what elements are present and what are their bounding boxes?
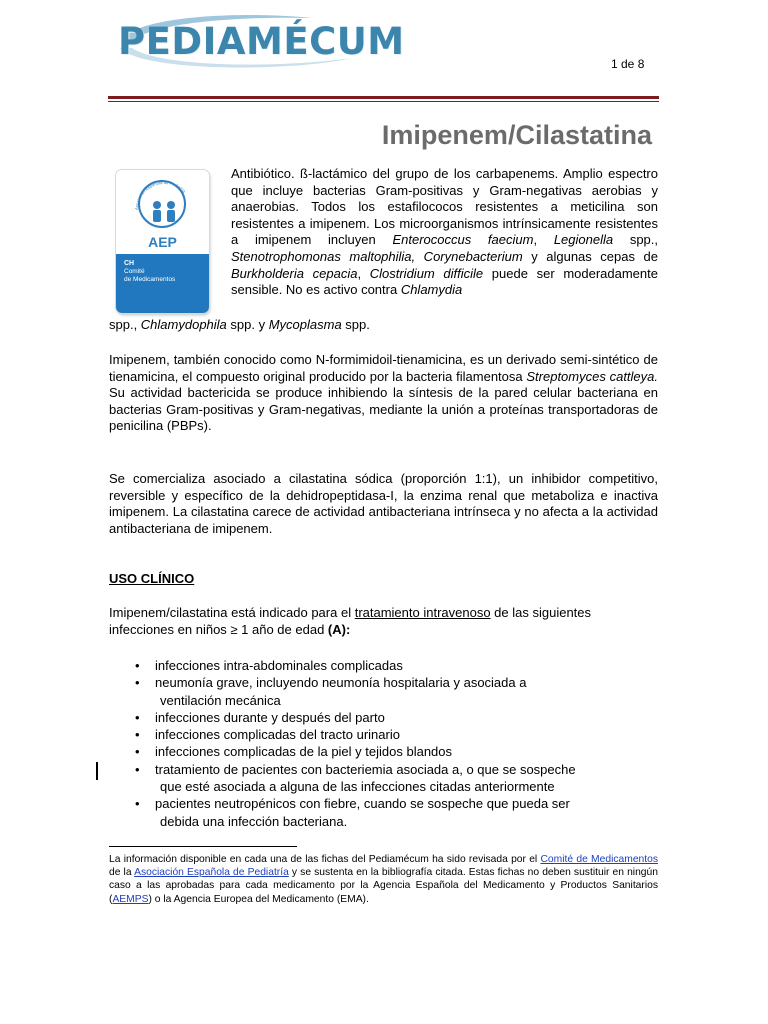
list-item: • infecciones complicadas de la piel y tejidos blandos bbox=[135, 744, 453, 760]
drug-title: Imipenem/Cilastatina bbox=[381, 120, 652, 150]
badge-top bbox=[116, 170, 209, 254]
text-cursor bbox=[96, 762, 98, 780]
badge-acronym: AEP bbox=[148, 234, 177, 250]
link-comite-medicamentos[interactable]: Comité de Medicamentos bbox=[540, 854, 659, 865]
indications-list bbox=[133, 657, 663, 830]
header-rule bbox=[108, 96, 659, 99]
indication-intro: Imipenem/cilastatina está indicado para el tratamiento intravenoso de las siguientes infecciones en niños ≥ 1 año de edad (A): bbox=[109, 605, 592, 637]
link-asociacion-espanola-pediatria[interactable]: Asociación Española de Pediatría bbox=[134, 867, 289, 879]
aep-badge bbox=[116, 170, 209, 313]
pediamecum-logo bbox=[112, 10, 405, 74]
list-item: • neumonía grave, incluyendo neumonía hospitalaria y asociada a ventilación mecánica bbox=[135, 675, 527, 708]
mechanism-paragraph: Imipenem, también conocido como N-formimidoil-tienamicina, es un derivado semi-sintético de tienamicina, el compuesto original producido por la bacteria filamentosa Streptomyces cattleya. Su actividad bactericida se produce inhibiendo la síntesis de la pared celular bacteriana en bacterias Gram-positivas y Gram-negativas, mediante la unión a proteínas transportadoras de penicilina (PBPs). bbox=[109, 352, 658, 434]
badge-committee-line2: de Medicamentos bbox=[124, 276, 176, 283]
badge-committee-line1: Comité bbox=[124, 268, 145, 275]
section-heading-clinical-use: USO CLÍNICO bbox=[109, 571, 195, 586]
footnote-rule bbox=[109, 846, 297, 847]
intro-paragraph-continued: spp., Chlamydophila spp. y Mycoplasma spp. bbox=[109, 317, 370, 332]
header-rule-thin bbox=[108, 101, 659, 102]
logo-text: PEDIAMÉCUM bbox=[118, 20, 405, 63]
page-number: 1 de 8 bbox=[611, 57, 645, 71]
list-item: • pacientes neutropénicos con fiebre, cuando se sospeche que pueda ser debida una infección bacteriana. bbox=[135, 796, 570, 829]
badge-org-arc-text bbox=[124, 174, 204, 238]
list-item: • infecciones complicadas del tracto urinario bbox=[135, 727, 400, 743]
list-item: • infecciones intra-abdominales complicadas bbox=[135, 658, 403, 673]
link-aemps[interactable]: AEMPS bbox=[112, 893, 149, 905]
badge-committee-panel bbox=[116, 254, 209, 313]
cilastatin-paragraph: Se comercializa asociado a cilastatina sódica (proporción 1:1), un inhibidor competitivo, reversible y específico de la dehidropeptidasa-I, la enzima renal que metaboliza e inactiva imipenem. La cilastatina carece de actividad antibacteriana intrínseca y no afecta a la actividad antibacteriana de imipenem. bbox=[109, 471, 658, 536]
footnote: La información disponible en cada una de las fichas del Pediamécum ha sido revisada por el Comité de Medicamentos de la Asociación Española de Pediatría y se sustenta en la bibliografía citada. Estas fichas no deben sustituir en ningún caso a las aprobadas para cada medicamento por la Agencia Española del Medicamento y Productos Sanitarios (AEMPS) o la Agencia Europea del Medicamento (EMA). bbox=[109, 854, 659, 905]
badge-org-name: Asociación Española de Pediatría bbox=[133, 179, 187, 211]
list-item: • infecciones durante y después del parto bbox=[135, 709, 385, 725]
list-item: • tratamiento de pacientes con bacteriemia asociada a, o que se sospeche que esté asociada a alguna de las infecciones citadas anteriormente bbox=[135, 761, 576, 795]
badge-code: CH bbox=[124, 260, 135, 267]
intro-paragraph: Antibiótico. ß-lactámico del grupo de los carbapenems. Amplio espectro que incluye bacterias Gram-positivas y Gram-negativas aerobias y anaerobias. Todos los estafilococos resistentes a meticilina son resistentes a imipenem. Los microorganismos intrínsicamente resistentes a imipenem incluyen Enterococcus faecium, Legionella spp., Stenotrophomonas maltophilia, Corynebacterium y algunas cepas de Burkholderia cepacia, Clostridium difficile puede ser moderadamente sensible. No es activo contra Chlamydia bbox=[231, 166, 658, 298]
